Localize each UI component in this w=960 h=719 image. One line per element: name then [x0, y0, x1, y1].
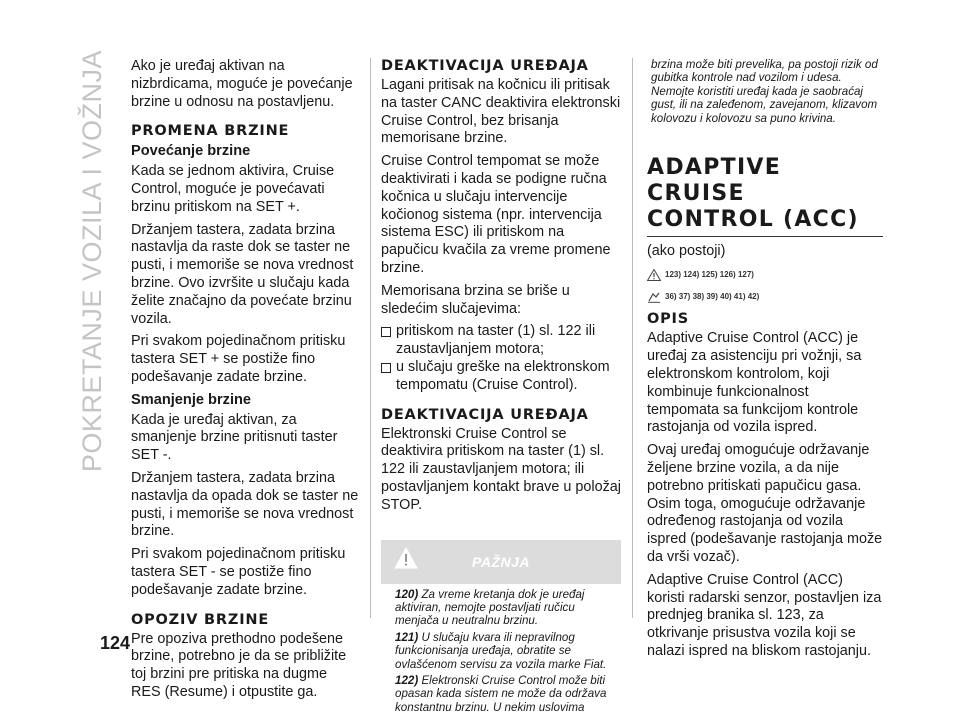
paragraph: Adaptive Cruise Control (ACC) je uređaj za asistenciju pri vožnji, sa elektronskom kontrolom, koji kombinuje funkcionalnost tempomata sa funkcijom kontrole rastojanja od vozila ispred. [647, 330, 862, 436]
heading-povecanje-brzine: Povećanje brzine [131, 143, 251, 160]
reference-line [647, 266, 883, 284]
caution-hand-icon [647, 291, 661, 303]
warning-triangle-icon [647, 269, 661, 281]
intro-paragraph: Ako je uređaj aktivan na nizbrdicama, moguće je povećanje brzine u odnosu na postavljenu. [131, 58, 353, 110]
warning-text: U slučaju kvara ili nepravilnog funkcionisanja uređaja, obratite se ovlašćenom servisu za vozila marke Fiat. [395, 630, 607, 671]
heading-opoziv-brzine: OPOZIV BRZINE [131, 611, 270, 628]
column-1 [131, 58, 359, 707]
column-3 [647, 58, 883, 666]
warning-text: Za vreme kretanja dok je uređaj aktiviran, nemojte postavljati ručicu menjača u neutralnu brzinu. [395, 587, 585, 628]
paragraph: Kada se jednom aktivira, Cruise Control, moguće je povećavati brzinu pritiskom na SET +. [131, 163, 335, 215]
column-2 [381, 58, 621, 719]
paragraph: Pre opoziva prethodno podešene brzine, potrebno je da se približite toj brzini pre pritiska na dugme RES (Resume) i otpustite ga. [131, 630, 347, 700]
caution-references: 36) 37) 38) 39) 40) 41) 42) [665, 291, 760, 301]
list-item [381, 359, 621, 395]
warning-title: PAŽNJA [472, 553, 530, 570]
heading-deaktivacija-2: DEAKTIVACIJA UREĐAJA [381, 406, 589, 423]
heading-smanjenje-brzine: Smanjenje brzine [131, 391, 252, 408]
paragraph: Držanjem tastera, zadata brzina nastavlja da raste dok se taster ne pusti, i memoriše se nova vrednost brzine. Ovo izvršite u slučaju kada želite značajno da povećate brzinu vozila. [131, 221, 354, 327]
paragraph: Kada je uređaj aktivan, za smanjenje brzine pritisnuti taster SET -. [131, 411, 338, 464]
reference-line [647, 288, 883, 306]
paragraph: Cruise Control tempomat se može deaktivirati i kada se podigne ručna kočnica u slučaju intervencije kočionog sistema (npr. intervencija sistema ESC) ili pritiskom na papučicu kvačila za vreme promene brzine. [381, 153, 611, 276]
heading-opis: OPIS [647, 311, 689, 328]
heading-deaktivacija-1: DEAKTIVACIJA UREĐAJA [381, 58, 589, 74]
warning-continuation: brzina može biti prevelika, pa postoji rizik od gubitka kontrole nad vozilom i udesa. Nemojte koristiti uređaj kada je saobraćaj gust, ili na zaleđenom, zavejanom, klizavom kolovozu i kolovozu sa puno krivina. [651, 58, 878, 125]
section-title-acc [647, 155, 883, 237]
heading-promena-brzine: PROMENA BRZINE [131, 123, 290, 140]
section-sidebar-title: POKRETANJE VOZILA I VOŽNJA [77, 50, 107, 473]
warning-item [395, 674, 611, 714]
warning-number: 122) [395, 673, 419, 687]
bullet-square-icon [381, 327, 391, 337]
paragraph: Memorisana brzina se briše u sledećim slučajevima: [381, 282, 570, 317]
warning-number: 120) [395, 587, 419, 601]
paragraph: Adaptive Cruise Control (ACC) koristi radarski senzor, postavljen iza prednjeg branika sl. 123, za otkrivanje prisustva vozila koji se nalazi ispred na bliskom rastojanju. [647, 571, 882, 659]
warning-item [395, 631, 611, 671]
section-sidebar [72, 50, 112, 610]
warning-box [381, 540, 621, 719]
warning-header [381, 540, 621, 584]
warning-text: Elektronski Cruise Control može biti opasan kada sistem ne može da održava konstantnu brzinu. U nekim uslovima [395, 673, 607, 714]
paragraph: Držanjem tastera, zadata brzina nastavlja da opada dok se taster ne pusti, i memoriše se nova vrednost brzine. [131, 469, 359, 540]
paragraph: Lagani pritisak na kočnicu ili pritisak na taster CANC deaktivira elektronski Cruise Control, bez brisanja memorisane brzine. [381, 77, 621, 147]
optional-note: (ako postoji) [647, 243, 726, 260]
paragraph: Pri svakom pojedinačnom pritisku tastera SET + se postiže fino podešavanje zadate brzine. [131, 333, 346, 385]
paragraph: Pri svakom pojedinačnom pritisku tastera SET - se postiže fino podešavanje zadate brzine. [131, 546, 346, 598]
list-item [381, 323, 621, 359]
bullet-square-icon [381, 363, 391, 373]
list-item-text: pritiskom na taster (1) sl. 122 ili zaustavljanjem motora; [396, 323, 596, 358]
column-divider-1 [370, 58, 371, 618]
paragraph: Elektronski Cruise Control se deaktivira pritiskom na taster (1) sl. 122 ili zaustavljanjem motora; ili postavljanjem kontakt brave u položaj STOP. [381, 425, 621, 513]
page-number: 124 [100, 633, 131, 653]
list-item-text: u slučaju greške na elektronskom tempomatu (Cruise Control). [396, 358, 610, 393]
paragraph: Ovaj uređaj omogućuje održavanje željene brzine vozila, a da nije potrebno pritiskati papučicu gasa. Osim toga, omogućuje održavanje određenog rastojanja od vozila ispred (podešavanje rastojanja može da vrši vozač). [647, 442, 883, 565]
section-title-line: ADAPTIVE CRUISE [647, 155, 782, 207]
warning-body [381, 584, 621, 719]
column-divider-2 [632, 58, 633, 618]
warning-references: 123) 124) 125) 126) 127) [665, 269, 754, 279]
section-title-line: CONTROL (ACC) [647, 207, 859, 233]
warning-number: 121) [395, 630, 419, 644]
warning-item [395, 588, 611, 628]
